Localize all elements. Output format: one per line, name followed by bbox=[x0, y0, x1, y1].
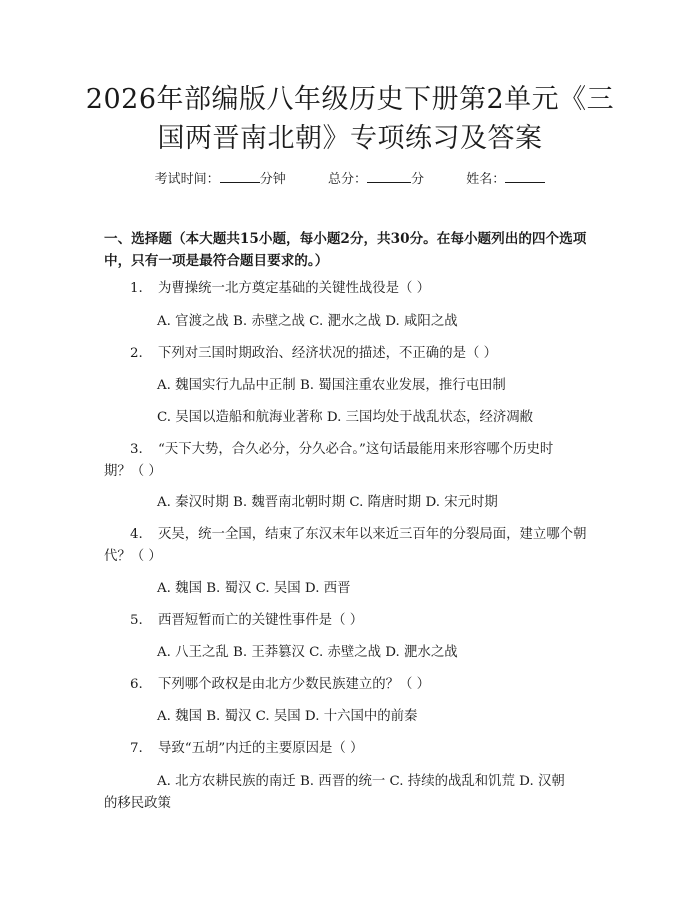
title-line-2: 国两晋南北朝》专项练习及答案 bbox=[157, 123, 543, 154]
time-label: 考试时间： bbox=[154, 172, 220, 187]
question-text: 灭吴，统一全国，结束了东汉末年以来近三百年的分裂局面，建立哪个朝 bbox=[158, 527, 587, 542]
time-blank[interactable] bbox=[220, 168, 260, 183]
question-text: 导致“五胡”内迁的主要原因是（ ） bbox=[158, 741, 364, 756]
question-number: 3. bbox=[130, 442, 143, 457]
question-text: “天下大势，合久必分，分久必合。”这句话最能用来形容哪个历史时 bbox=[158, 442, 554, 457]
question-text: 下列哪个政权是由北方少数民族建立的？（ ） bbox=[158, 677, 431, 692]
document-title bbox=[60, 80, 640, 158]
question-1-options: A. 官渡之战 B. 赤壁之战 C. 淝水之战 D. 咸阳之战 bbox=[157, 314, 458, 329]
question-number: 7. bbox=[130, 741, 143, 756]
exam-meta bbox=[0, 168, 700, 189]
question-5 bbox=[130, 612, 363, 630]
question-number: 4. bbox=[130, 527, 143, 542]
name-blank[interactable] bbox=[505, 168, 545, 183]
question-1 bbox=[130, 280, 430, 298]
question-4-continued: 代？（ ） bbox=[104, 549, 162, 564]
question-3 bbox=[130, 441, 553, 459]
question-2-options-1: A. 魏国实行九品中正制 B. 蜀国注重农业发展，推行屯田制 bbox=[157, 378, 506, 393]
question-3-options: A. 秦汉时期 B. 魏晋南北朝时期 C. 隋唐时期 D. 宋元时期 bbox=[157, 495, 498, 510]
score-blank[interactable] bbox=[367, 168, 411, 183]
name-label: 姓名： bbox=[466, 172, 506, 187]
question-number: 5. bbox=[130, 613, 143, 628]
question-2-options-2: C. 吴国以造船和航海业著称 D. 三国均处于战乱状态，经济凋敝 bbox=[157, 410, 534, 425]
question-4-options: A. 魏国 B. 蜀汉 C. 吴国 D. 西晋 bbox=[157, 581, 351, 596]
score-label: 总分： bbox=[327, 172, 367, 187]
title-line-1: 2026年部编版八年级历史下册第2单元《三 bbox=[85, 84, 615, 115]
question-text: 下列对三国时期政治、经济状况的描述，不正确的是（ ） bbox=[158, 346, 498, 361]
question-5-options: A. 八王之乱 B. 王莽篡汉 C. 赤壁之战 D. 淝水之战 bbox=[157, 645, 458, 660]
question-number: 6. bbox=[130, 677, 143, 692]
question-4 bbox=[130, 526, 587, 544]
question-6 bbox=[130, 676, 430, 694]
question-7-options-continued: 的移民政策 bbox=[104, 796, 171, 811]
question-6-options: A. 魏国 B. 蜀汉 C. 吴国 D. 十六国中的前秦 bbox=[157, 709, 418, 724]
question-text: 为曹操统一北方奠定基础的关键性战役是（ ） bbox=[158, 281, 431, 296]
question-7-options: A. 北方农耕民族的南迁 B. 西晋的统一 C. 持续的战乱和饥荒 D. 汉朝 bbox=[157, 774, 565, 789]
question-number: 1. bbox=[130, 281, 143, 296]
question-7 bbox=[130, 740, 363, 758]
score-unit: 分 bbox=[411, 172, 425, 187]
time-unit: 分钟 bbox=[259, 172, 286, 187]
question-text: 西晋短暂而亡的关键性事件是（ ） bbox=[158, 613, 364, 628]
question-3-continued: 期？（ ） bbox=[104, 464, 162, 479]
question-2 bbox=[130, 345, 497, 363]
question-number: 2. bbox=[130, 346, 143, 361]
section-heading: 一、选择题（本大题共15小题，每小题2分，共30分。在每小题列出的四个选项中，只有一项是最符合题目要求的。） bbox=[104, 231, 587, 269]
